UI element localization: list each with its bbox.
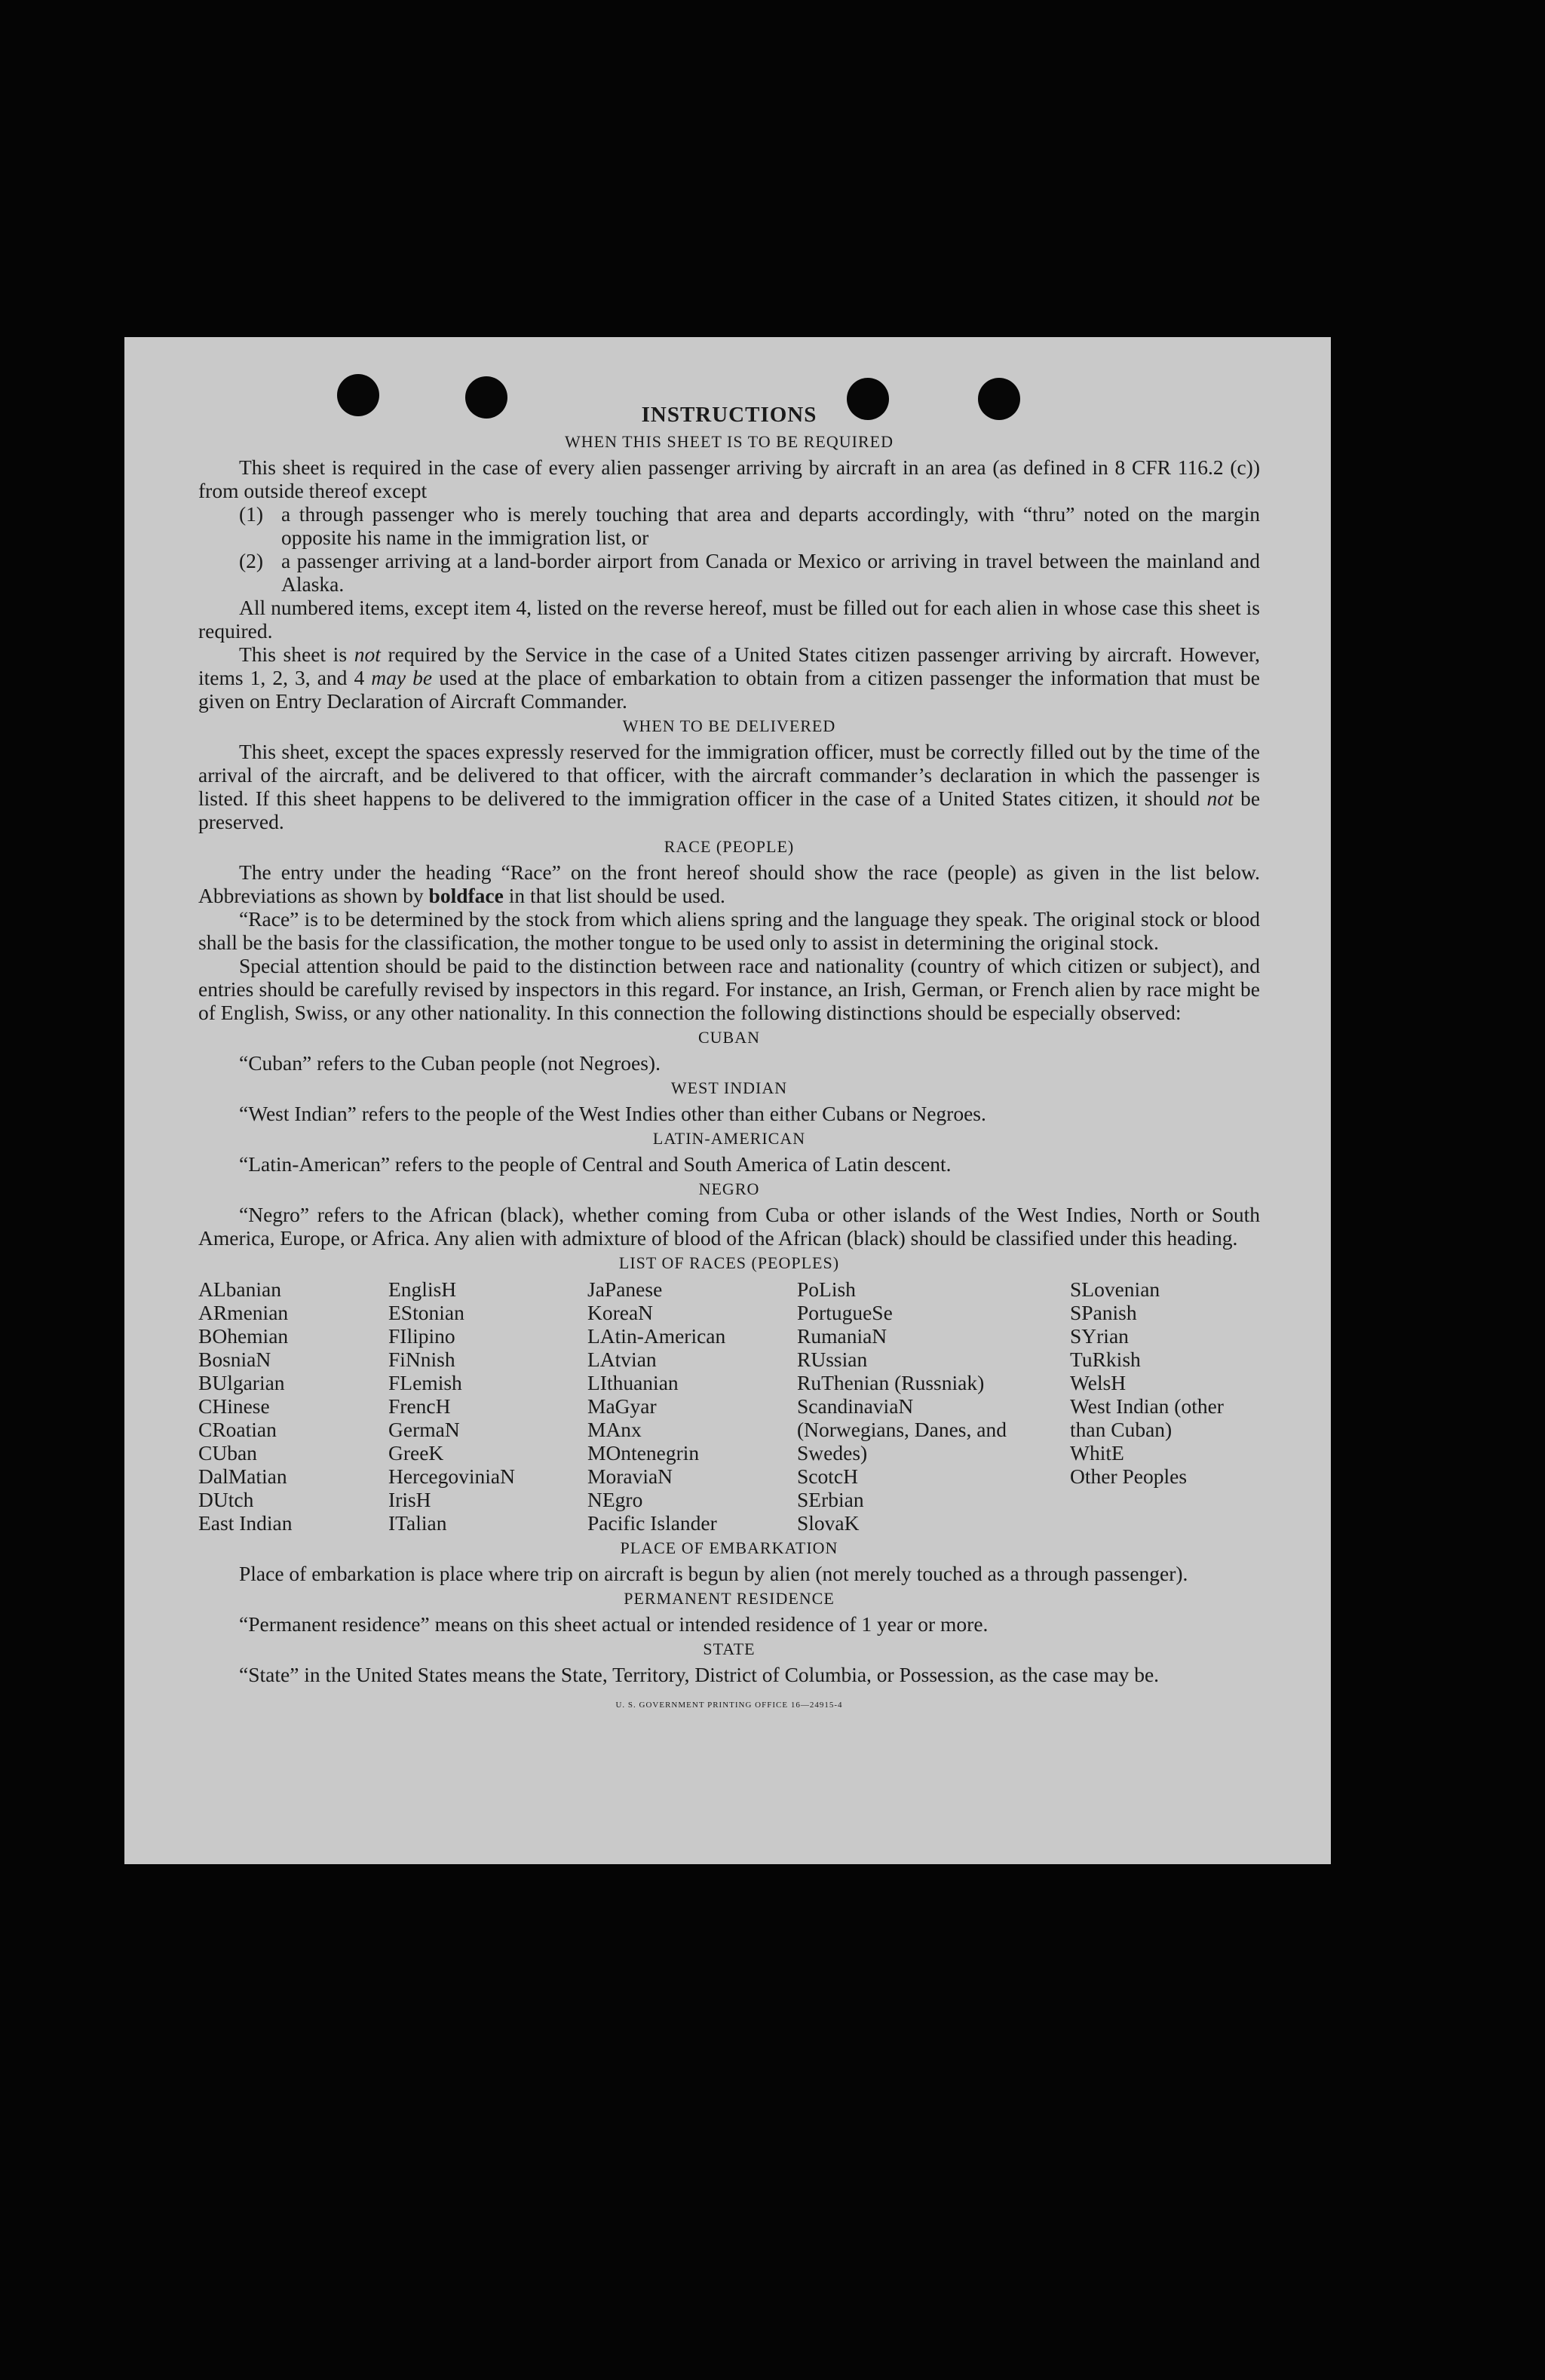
race-item: WelsH [1070,1371,1127,1394]
heading-latin-american: LATIN-AMERICAN [652,1129,806,1148]
permanent-residence-text: “Permanent residence” means on this sheet actual or intended residence of 1 year or more. [239,1612,989,1636]
race-item: MoraviaN [587,1464,673,1488]
race-item: IrisH [388,1488,431,1511]
race-item: PoLish [797,1277,856,1301]
race-item: RUssian [797,1348,868,1371]
race-item: FIlipino [388,1324,455,1348]
citizen-paragraph: This sheet is not required by the Service in the case of a United States citizen passenger arriving by aircraft. However, items 1, 2, 3, and 4 may be used at the place of embarkation to obtain from a citizen passenger the information that must be given on Entry Declaration of Aircraft Commander. [198,643,1261,713]
race-item: ARmenian [198,1301,289,1324]
item-text: a through passenger who is merely touching that area and departs accordingly, with “thru” noted on the margin opposite his name in the immigration list, or [281,502,1260,549]
race-item: LAtin-American [587,1324,726,1348]
heading-permanent-residence: PERMANENT RESIDENCE [624,1589,835,1608]
item-text: a passenger arriving at a land-border airport from Canada or Mexico or arriving in travel between the mainland and Alaska. [281,549,1260,596]
race-list [198,1277,1260,1535]
race-item: BOhemian [198,1324,289,1348]
race-item: ALbanian [198,1277,281,1301]
sheet-content [198,403,1260,1717]
race-item: RuThenian (Russniak) [797,1371,985,1394]
instruction-sheet [124,337,1331,1864]
state-text: “State” in the United States means the State, Territory, District of Columbia, or Possession, as the case may be. [239,1663,1160,1686]
race-item: SLovenian [1070,1277,1160,1301]
heading-when-delivered: WHEN TO BE DELIVERED [622,716,836,735]
place-of-embarkation-text: Place of embarkation is place where trip on aircraft is begun by alien (not merely touched as a through passenger). [239,1562,1188,1585]
race-item: HercegovinіaN [388,1464,515,1488]
race-item: CHinese [198,1394,270,1418]
race-column-1 [198,1277,388,1535]
race-item: GermaN [388,1418,460,1441]
page-title: INSTRUCTIONS [641,403,817,427]
race-item: EStonian [388,1301,464,1324]
race-item: BUlgarian [198,1371,285,1394]
race-paragraph-3: Special attention should be paid to the distinction between race and nationality (country of which citizen or subject), and entries should be carefully revised by inspectors in this regard. For instance, an Irish, German, or French alien by race might be of English, Swiss, or any other nationality. In this connection the following distinctions should be especially observed: [198,954,1260,1024]
when-delivered-text: This sheet, except the spaces expressly reserved for the immigration officer, must be correctly filled out by the time of the arrival of the aircraft, and be delivered to that officer, with the aircraft commander’s declaration in which the passenger is listed. If this sheet happens to be delivered to the immigration officer in the case of a United States citizen, it should not be preserved. [198,740,1261,833]
race-paragraph-2: “Race” is to be determined by the stock from which aliens spring and the language they speak. The original stock or blood shall be the basis for the classification, the mother tongue to be used only to assist in determining the original stock. [198,907,1260,954]
heading-when-required: WHEN THIS SHEET IS TO BE REQUIRED [565,432,894,451]
race-item: LAtvian [587,1348,657,1371]
west-indian-text: “West Indian” refers to the people of the West Indies other than either Cubans or Negroes. [239,1102,986,1125]
race-item: GreeK [388,1441,444,1464]
exception-item-2 [198,549,1260,596]
race-item: WhitE [1070,1441,1124,1464]
race-item: Other Peoples [1070,1464,1188,1488]
when-required-intro: This sheet is required in the case of every alien passenger arriving by aircraft in an area (as defined in 8 CFR 116.2 (c)) from outside thereof except [198,455,1260,502]
race-item: ITalian [388,1511,447,1535]
race-item: SlovaK [797,1511,860,1535]
negro-text: “Negro” refers to the African (black), whether coming from Cuba or other islands of the West Indies, North or South America, Europe, or Africa. Any alien with admixture of blood of the African (black) should be classified under this heading. [198,1203,1260,1250]
exception-item-1 [198,502,1260,549]
item-number: (1) [239,502,264,526]
race-item: Pacific Islander [587,1511,717,1535]
race-item: FiNnish [388,1348,455,1371]
heading-negro: NEGRO [698,1179,760,1198]
race-item: BosniaN [198,1348,271,1371]
race-item: MAnx [587,1418,642,1441]
race-item: CUban [198,1441,257,1464]
race-item: SPanish [1070,1301,1137,1324]
race-item: MaGyar [587,1394,657,1418]
race-item: LIthuanian [587,1371,679,1394]
race-item: RumaniaN [797,1324,887,1348]
race-item: EnglisH [388,1277,457,1301]
cuban-text: “Cuban” refers to the Cuban people (not Negroes). [239,1051,661,1075]
latin-american-text: “Latin-American” refers to the people of Central and South America of Latin descent. [239,1152,952,1176]
race-item: SYrian [1070,1324,1129,1348]
heading-state: STATE [703,1639,756,1658]
race-item: ScandinaviaN (Norwegians, Danes, and Swedes) [797,1394,1007,1464]
heading-place-of-embarkation: PLACE OF EMBARKATION [620,1538,838,1557]
race-item: DUtch [198,1488,254,1511]
heading-cuban: CUBAN [697,1028,760,1047]
race-column-4 [797,1277,1070,1535]
race-item: FLemish [388,1371,462,1394]
race-column-5 [1070,1277,1260,1535]
printing-office-footer: U. S. GOVERNMENT PRINTING OFFICE 16—24915-4 [615,1701,843,1710]
item-number: (2) [239,549,264,572]
race-item: East Indian [198,1511,293,1535]
race-item: MOntenegrin [587,1441,700,1464]
race-item: JaPanese [587,1277,663,1301]
race-paragraph-1: The entry under the heading “Race” on the front hereof should show the race (people) as given in the list below. Abbreviations as shown by boldface in that list should be used. [198,860,1260,907]
numbered-items-paragraph: All numbered items, except item 4, listed on the reverse hereof, must be filled out for each alien in whose case this sheet is required. [198,596,1260,643]
race-item: CRoatian [198,1418,277,1441]
heading-race: RACE (PEOPLE) [664,837,795,856]
race-item: West Indian (other than Cuban) [1070,1394,1224,1441]
race-item: DalMatian [198,1464,287,1488]
race-item: SErbian [797,1488,864,1511]
race-item: TuRkish [1070,1348,1141,1371]
race-item: NEgro [587,1488,643,1511]
heading-west-indian: WEST INDIAN [670,1078,788,1097]
race-item: ScotcH [797,1464,858,1488]
race-column-3 [587,1277,797,1535]
heading-list-of-races: LIST OF RACES (PEOPLES) [618,1253,840,1272]
race-item: KoreaN [587,1301,654,1324]
race-column-2 [388,1277,587,1535]
race-item: FrencH [388,1394,451,1418]
race-item: PortugueSe [797,1301,893,1324]
